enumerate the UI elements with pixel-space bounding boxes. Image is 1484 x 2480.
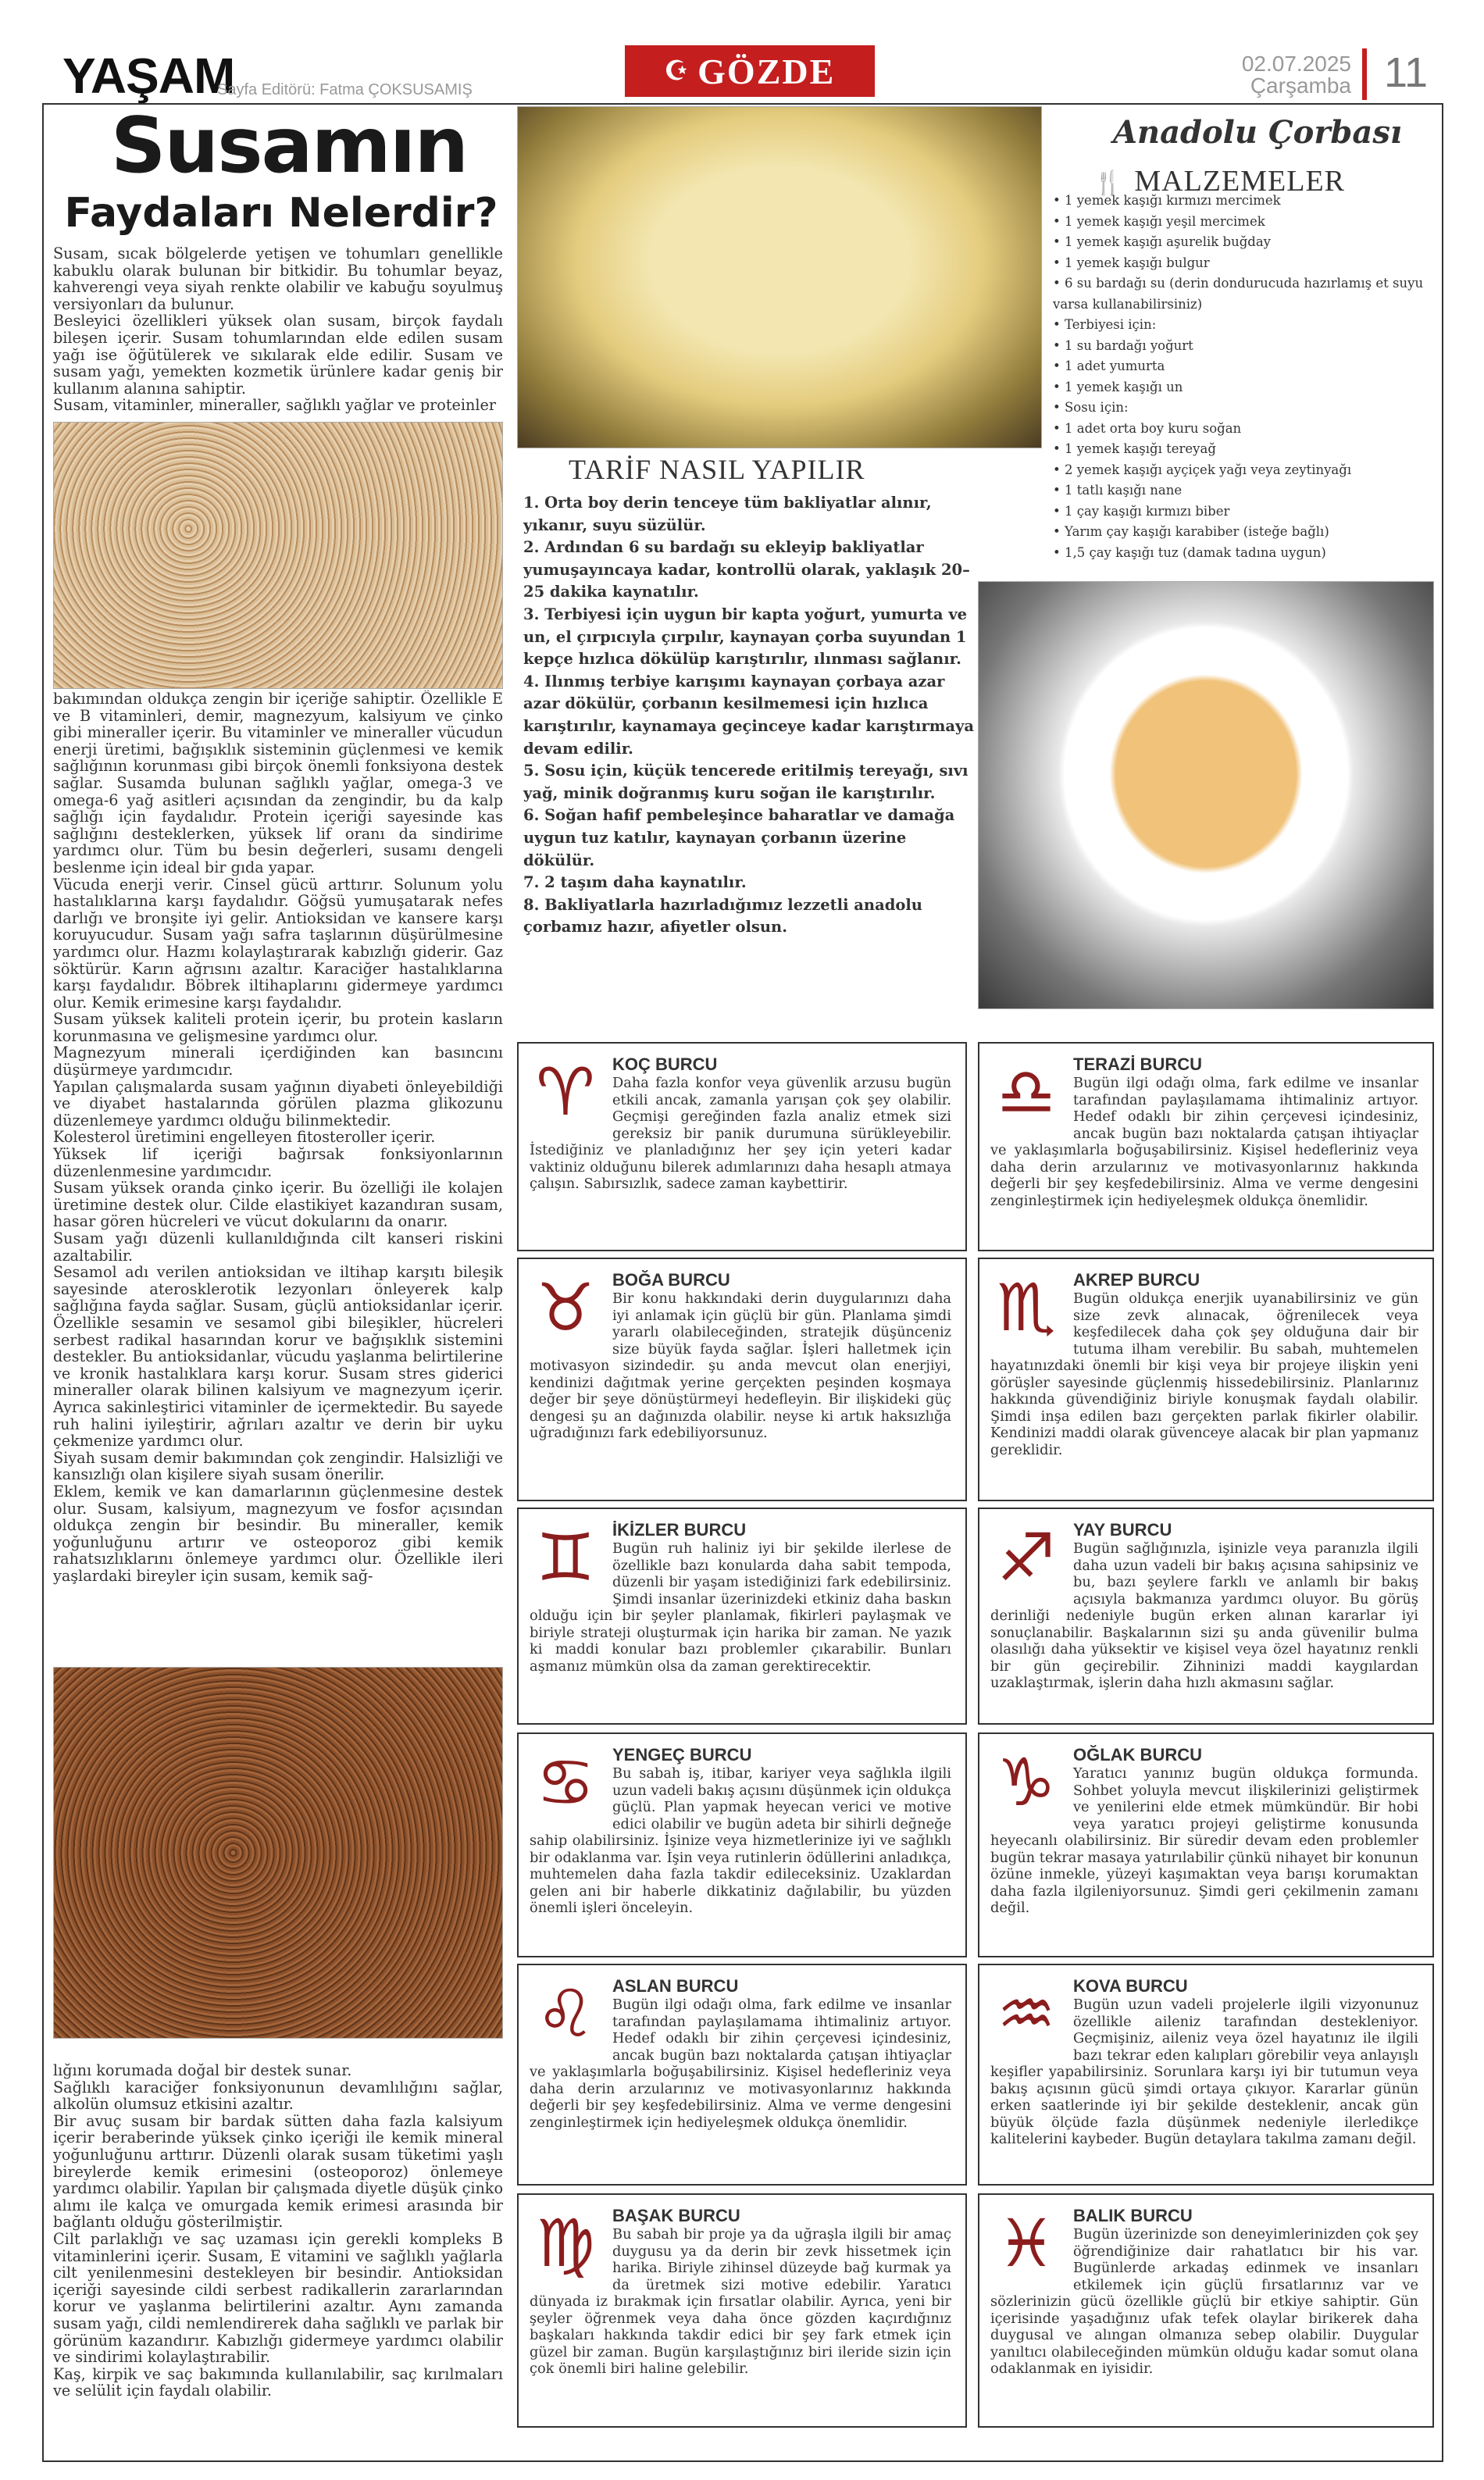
horoscope-sign-name: OĞLAK BURCU: [1073, 1745, 1202, 1765]
article-paragraph: Sesamol adı verilen antioksidan ve iltihap karşıtı bileşik sayesinde aterosklerotik lezyonları önleyerek kalp sağlığına fayda sağlar. Susam, güçlü antioksidanlar içerir. Özellikle sesamin ve sesamol gibi bileşikler, hücreleri serbest radikal hasarından korur ve bağışıklık sistemini destekler. Bu antioksidanlar, vücudu yaşlanma belirtilerine ve kronik hastalıklara karşı korur. Susam stres giderici mineraller olarak bilinen kalsiyum ve magnezyum içerir. Ayrıca sakinleştirici vitaminler de içermektedir. Bu sayede ruh halini iyileştirir, ağrıları azaltır ve derin bir uyku çekmenize yardımcı olur.: [53, 1263, 503, 1451]
horoscope-sign-name: İKİZLER BURCU: [612, 1520, 747, 1540]
ingredient-item: • 6 su bardağı su (derin dondurucuda hazırlamış et suyu varsa kullanabilirsiniz): [1053, 273, 1459, 315]
cancer-icon: ♋: [536, 1744, 595, 1821]
recipe-step: 8. Bakliyatlarla hazırladığımız lezzetli anadolu çorbamız hazır, afiyetler olsun.: [523, 895, 922, 937]
header-divider: [1362, 48, 1367, 100]
article-paragraph: Yüksek lif içeriği bağırsak fonksiyonlarının düzenlenmesine yardımcıdır.: [53, 1145, 503, 1180]
taurus-icon: ♉: [536, 1269, 595, 1346]
horoscope-text: Bugün oldukça enerjik uyanabilirsiniz ve gün size zevk alınacak, öğrenilecek veya keşfedilecek daha çok şey olduğuna dair bir tutuma ilham verebilir. Bu sabah, muhtemelen hayatınızdaki önemli bir kişi veya bir projeye ilişkin yeni görüşler sayesinde güçlenmiş hissedebilirsiniz. Planlarınız hakkında güvendiğiniz biriyle konuşmak faydalı olabilir. Şimdi inşa edilen bazı gerçekten parlak fikirler olabilir. Kendinizi maddi olarak güvenceye alacak bir plan yapmanız gereklidir.: [990, 1290, 1418, 1458]
ingredient-item: • Yarım çay kaşığı karabiber (isteğe bağlı): [1053, 522, 1459, 543]
recipe-step: 6. Soğan hafif pembeleşince baharatlar ve damağa uygun tuz katılır, kaynayan çorbanın üzerine dökülür.: [523, 806, 955, 869]
horoscope-sign-name: KOÇ BURCU: [612, 1054, 718, 1074]
horoscope-card: [978, 2193, 1434, 2428]
ingredient-item: • 1 yemek kaşığı kırmızı mercimek: [1053, 191, 1459, 212]
article-paragraph: bakımından oldukça zengin bir içeriğe sahiptir. Özellikle E ve B vitaminleri, demir, magnezyum, kalsiyum ve çinko gibi mineraller içerir. Bu vitaminler ve mineraller vücudun enerji üretimi, bağışıklık sisteminin güçlenmesi ve kemik sağlığının korunması gibi birçok önemli fonksiyona destek sağlar. Susamda bulunan sağlıklı yağlar, omega-3 ve omega-6 yağ asitleri açısından da zengindir, bu da kalp sağlığı için faydalıdır. Protein içeriği sayesinde kas sağlığını desteklerken, yüksek lif oranı da sindirime yardımcı olur. Tüm bu besin değerleri, susamı dengeli beslenme için ideal bir gıda yapar.: [53, 690, 503, 876]
sesame-seeds-photo: [53, 422, 503, 689]
horoscope-card: [978, 1732, 1434, 1957]
ingredient-item: • 1 adet yumurta: [1053, 356, 1459, 377]
section-title: YAŞAM: [62, 48, 235, 104]
horoscope-text: Bu sabah iş, itibar, kariyer veya sağlıkla ilgili uzun vadeli bakış açısını düşünmek için oldukça güçlü. Plan yapmak heyecan verici ve motive edici olabilir ve bugün adeta bir sihirli değneğe sahip olabilirsiniz. İşinize veya hizmetlerinize iyi ve sağlıklı bir odaklanma var. İşin veya rutinlerin ödüllerini anladıkça, muhtemelen daha fazla takdir edileceksiniz. Uzaklardan gelen ani bir haberle dikkatiniz dağılabilir, bu yüzden önemli işleri önceleyin.: [530, 1765, 951, 1916]
horoscope-text: Bir konu hakkındaki derin duygularınızı daha iyi anlamak için güçlü bir gün. Planlama şimdi yararlı olabileceğinden, stratejik düşünceniz size büyük fayda sağlar. İşleri halletmek için motivasyon sizindedir. şu anda mevcut olan enerjiyi, kendinizi dağıtmak yerine gerçekten peşinden koşmaya değer bir şeye dönüştürmeyi hedefleyin. Bir ilişkideki güç dengesi şu an dağınızda olabilir. neyse ki artık haksızlığa uğradığınızı fark edebiliyorsunuz.: [530, 1290, 951, 1441]
leo-icon: ♌: [536, 1975, 595, 2052]
issue-date: 02.07.2025 Çarşamba: [1241, 52, 1351, 98]
horoscope-text: Bugün ilgi odağı olma, fark edilme ve insanlar tarafından paylaşılamama ihtimaliniz artıyor. Hedef odaklı bir zihin çerçevesi içindesiniz, ancak bugün bazı noktalarda çatışan ihtiyaçlar ve yaklaşımlarla boğuşabilirsiniz. Kişisel hedefleriniz veya daha derin arzularınız ve motivasyonlarınız hakkında değerli bir şey keşfedebilirsiniz. Alma ve verme dengesini zenginleştirmek için hediyeleşmek oldukça önemlidir.: [530, 1996, 951, 2131]
horoscope-card: [517, 1732, 967, 1957]
horoscope-sign-name: BAŞAK BURCU: [612, 2206, 740, 2225]
ingredient-item: • 1 adet orta boy kuru soğan: [1053, 419, 1459, 440]
horoscope-sign-name: YENGEÇ BURCU: [612, 1745, 752, 1765]
ingredient-item: • 1,5 çay kaşığı tuz (damak tadına uygun): [1053, 543, 1459, 564]
horoscope-card: [517, 2193, 967, 2428]
soup-bowl-photo: [978, 581, 1434, 1009]
recipe-step: 1. Orta boy derin tenceye tüm bakliyatlar alınır, yıkanır, suyu süzülür.: [523, 494, 932, 534]
capricorn-icon: ♑: [997, 1744, 1056, 1821]
horoscope-text: Bugün sağlığınızla, işinizle veya paranızla ilgili daha uzun vadeli bir bakış açısına sahipsiniz ve bu, bazı şeylere farklı ve anlamlı bir bakış açısıyla bakmanıza yardımcı oluyor. Bu görüş derinliği nedeniyle bugün erken alınan kararlar iyi sonuçlanabilir. Başkalarının sizi şu anda güvenilir bulma olasılığı daha yüksektir ve kişisel veya özel hayatınız renkli bir gün geçirebilir. Zihninizi maddi kaygılardan uzaklaştırmak, işlerin daha hızlı akmasını sağlar.: [990, 1540, 1418, 1691]
article-paragraph: Magnezyum minerali içerdiğinden kan basıncını düşürmeye yardımcıdır.: [53, 1044, 503, 1079]
horoscope-sign-name: BALIK BURCU: [1073, 2206, 1193, 2225]
horoscope-sign-name: ASLAN BURCU: [612, 1976, 739, 1996]
ingredient-item: • 1 tatlı kaşığı nane: [1053, 480, 1459, 501]
recipe-step: 4. Ilınmış terbiye karışımı kaynayan çorbaya azar azar dökülür, çorbanın kesilmemesi için hızlıca karıştırılır, kaynamaya geçinceye kadar karıştırmaya devam edilir.: [523, 672, 974, 758]
brown-sesame-photo: [53, 1667, 503, 2039]
libra-icon: ♎: [997, 1054, 1056, 1130]
ingredients-title: 🍴 MALZEMELER: [1093, 165, 1345, 198]
article-paragraph: Susam yüksek kaliteli protein içerir, bu protein kasların korunmasına ve gelişmesine yardımcı olur.: [53, 1010, 503, 1045]
crescent-star-icon: ☪: [664, 57, 690, 86]
ingredient-item: • 1 yemek kaşığı bulgur: [1053, 253, 1459, 274]
ingredient-item: • 2 yemek kaşığı ayçiçek yağı veya zeytinyağı: [1053, 460, 1459, 481]
horoscope-text: Yaratıcı yanınız bugün oldukça formunda. Sohbet yoluyla mevcut ilişkilerinizi geliştirmek ve yenilerini elde etmek mümkündür. Bir hobi veya yaratıcı projeyi geliştirme konusunda heyecanlı olabilirsiniz. Bir süredir devam eden problemler bugün tekrar masaya yatırılabilir çünkü nihayet bir konunun özüne inmekle, yüzeyi kaşımaktan veya barışı korumaktan daha fazla ilgileniyorsunuz. Şimdi geri çekilmenin zamanı değil.: [990, 1765, 1418, 1916]
horoscope-card: [978, 1508, 1434, 1725]
article-paragraph: Sağlıklı karaciğer fonksiyonunun devamlılığını sağlar, alkolün olumsuz etkisini azaltır.: [53, 2078, 503, 2114]
horoscope-card: [978, 1042, 1434, 1251]
article-paragraph: Susam, sıcak bölgelerde yetişen ve tohumları genellikle kabuklu olarak bulunan bir bitkidir. Bu tohumlar beyaz, kahverengi veya siyah renkte olabilir ve kabuğu soyulmuş versiyonları da bulunur.: [53, 245, 503, 313]
recipe-step: 3. Terbiyesi için uygun bir kapta yoğurt, yumurta ve un, el çırpıcıyla çırpılır, kaynayan çorba suyundan 1 kepçe hızlıca dökülüp karıştırılır, ılınması sağlanır.: [523, 605, 968, 669]
horoscope-card: [517, 1964, 967, 2186]
article-text-middle: [53, 690, 503, 1662]
ingredient-item: • Terbiyesi için:: [1053, 315, 1459, 336]
aquarius-icon: ♒: [997, 1975, 1056, 2052]
newspaper-logo: ☪ GÖZDE: [625, 45, 875, 97]
horoscope-card: [517, 1258, 967, 1501]
horoscope-text: Bugün ilgi odağı olma, fark edilme ve insanlar tarafından paylaşılamama ihtimaliniz artıyor. Hedef odaklı bir zihin çerçevesi içindesiniz, ancak bugün bazı noktalarda çatışan ihtiyaçlar ve yaklaşımlarla boğuşabilirsiniz. Kişisel hedefleriniz veya daha derin arzularınız ve motivasyonlarınız hakkında değerli bir şey keşfedebilirsiniz. Alma ve verme dengesini zenginleştirmek için hediyeleşmek oldukça önemlidir.: [990, 1075, 1418, 1209]
pisces-icon: ♓: [997, 2205, 1056, 2282]
horoscope-sign-name: KOVA BURCU: [1073, 1976, 1188, 1996]
horoscope-sign-name: TERAZİ BURCU: [1073, 1054, 1202, 1074]
article-paragraph: Eklem, kemik ve kan damarlarının güçlenmesine destek olur. Susam, kalsiyum, magnezyum ve fosfor açısından oldukça zengin bir besindir. Bu mineraller, kemik yoğunluğunu artırır ve osteoporoz gibi kemik rahatsızlıklarını önlemeye yardımcı olur. Özellikle ileri yaşlardaki bireyler için susam, kemik sağ-: [53, 1482, 503, 1585]
scorpio-icon: ♏: [997, 1269, 1056, 1346]
fork-knife-icon: 🍴: [1093, 170, 1124, 196]
how-to-title: TARİF NASIL YAPILIR: [569, 454, 865, 485]
horoscope-sign-name: BOĞA BURCU: [612, 1270, 730, 1290]
ingredient-item: • 1 yemek kaşığı tereyağ: [1053, 439, 1459, 460]
horoscope-text: Daha fazla konfor veya güvenlik arzusu bugün etkili ancak, zamanla yarışan çok şey olabilir. Geçmişi gereğinden fazla analiz etmek sizi gereksiz bir panik durumuna sürükleyebilir. İstediğiniz ve planladığınız her şey için yeteri kadar vaktiniz olduğunu bilerek adımlarınızı daha hesaplı atmaya çalışın. Sabırsızlık, sadece zaman kaybettirir.: [530, 1075, 951, 1192]
recipe-title: Anadolu Çorbası: [1112, 114, 1403, 151]
article-paragraph: Cilt parlaklığı ve saç uzaması için gerekli kompleks B vitaminlerini içerir. Susam, E vitamini ve sağlıklı yağlarla cilt yenilenmesini destekleyen bir besindir. Antioksidan içeriği sayesinde cildi serbest radikallerin zararlarından korur ve yaşlanma belirtilerini azaltır. Aynı zamanda susam yağı, cildi nemlendirerek daha sağlıklı ve parlak bir görünüm kazandırır. Kabızlığı gidermeye yardımcı olabilir ve sindirimi kolaylaştırabilir.: [53, 2229, 503, 2367]
sagittarius-icon: ♐: [997, 1519, 1056, 1596]
ingredient-item: • Sosu için:: [1053, 398, 1459, 419]
horoscope-sign-name: AKREP BURCU: [1073, 1270, 1200, 1290]
virgo-icon: ♍: [536, 2205, 595, 2282]
article-paragraph: Yapılan çalışmalarda susam yağının diyabeti önleyebildiği ve diyabet hastalarında görülen plazma glikozunu düzenlemeye yardımcı olduğu bilinmektedir.: [53, 1077, 503, 1129]
horoscope-card: [978, 1964, 1434, 2186]
horoscope-text: Bugün üzerinizde son deneyimlerinizden çok şey öğrendiğinize dair rahatlatıcı bir his var. Bugünlerde arkadaş edinmek ve insanları etkilemek için güçlü fırsatlarınız var ve sözlerinizin gücü özellikle güçlü bir etkiye sahiptir. Gün içerisinde yaşadığınız ufak tefek olaylar birikerek daha duygusal ve alıngan olmanıza sebep olabilir. Duygular yanıltıcı olabileceğinden mümkün olduğu kadar somut olana odaklanmak en iyisidir.: [990, 2226, 1418, 2377]
aries-icon: ♈: [536, 1054, 595, 1130]
article-paragraph: Vücuda enerji verir. Cinsel gücü arttırır. Solunum yolu hastalıklarına karşı faydalıdır. Göğsü yumuşatarak nefes darlığı ve bronşite iyi gelir. Antioksidan ve kansere karşı koruyucudur. Susam yağı safra taşlarının düşürülmesine yardımcı olur. Hazmı kolaylaştırarak kabızlığı giderir. Gaz söktürür. Karın ağrısını azaltır. Karaciğer hastalıklarına karşı faydalıdır. Böbrek iltihaplarını gidermeye yardımcı olur. Kemik erimesine karşı faydalıdır.: [53, 875, 503, 1012]
article-paragraph: Susam yağı düzenli kullanıldığında cilt kanseri riskini azaltabilir.: [53, 1229, 503, 1265]
horoscope-card: [978, 1258, 1434, 1501]
article-paragraph: Susam yüksek oranda çinko içerir. Bu özelliği ile kolajen üretimine destek olur. Cilde elastikiyet kazandıran susam, hasar gören hücreleri ve vücut dokularını da onarır.: [53, 1179, 503, 1231]
article-paragraph: Bir avuç susam bir bardak sütten daha fazla kalsiyum içerir beraberinde yüksek çinko içeriği ile kemik mineral yoğunluğunu arttırır. Düzenli olarak susam tüketimi yaşlı bireylerde kemik erimesini (osteoporoz) önlemeye yardımcı olabilir. Yapılan bir çalışmada diyetle düşük çinko alımı ile kalça ve omurgada kemik erimesi arasında bir bağlantı olduğu gösterilmiştir.: [53, 2111, 503, 2232]
horoscope-card: [517, 1508, 967, 1725]
recipe-step: 2. Ardından 6 su bardağı su ekleyip bakliyatlar yumuşayıncaya kadar, kontrollü olarak, yaklaşık 20–25 dakika kaynatılır.: [523, 538, 970, 601]
ingredient-item: • 1 yemek kaşığı aşurelik buğday: [1053, 232, 1459, 253]
article-subtitle: Faydaları Nelerdir?: [64, 190, 498, 237]
ingredient-item: • 1 yemek kaşığı yeşil mercimek: [1053, 212, 1459, 233]
horoscope-card: [517, 1042, 967, 1251]
recipe-step: 5. Sosu için, küçük tencerede eritilmiş tereyağı, sıvı yağ, minik doğranmış kuru soğan ile karıştırılır.: [523, 762, 969, 802]
page-number: 11: [1384, 49, 1429, 96]
article-paragraph: Kaş, kirpik ve saç bakımında kullanılabilir, saç kırılmaları ve selülit için faydalı olabilir.: [53, 2364, 503, 2400]
ingredient-item: • 1 su bardağı yoğurt: [1053, 336, 1459, 357]
article-paragraph: Siyah susam demir bakımından çok zengindir. Halsizliği ve kansızlığı olan kişilere siyah susam önerilir.: [53, 1448, 503, 1484]
gemini-icon: ♊: [536, 1519, 595, 1596]
soup-photo-top: [517, 106, 1042, 448]
article-paragraph: Susam, vitaminler, mineraller, sağlıklı yağlar ve proteinler: [53, 396, 497, 415]
horoscope-sign-name: YAY BURCU: [1073, 1520, 1172, 1540]
ingredient-item: • 1 yemek kaşığı un: [1053, 377, 1459, 398]
article-text-top: [53, 245, 503, 416]
horoscope-text: Bu sabah bir proje ya da uğraşla ilgili bir amaç duygusu ya da derin bir zevk hissetmek için harika. Biriyle zihinsel düzeyde bağ kurmak ya da üretmek sizi motive edebilir. Yaratıcı dünyada iz bırakmak için fırsatlar olabilir. Ayrıca, yeni bir şeyler öğrenmek veya daha önce gözden kaçırdığınız başkaları hakkında takdir edici bir şey fark etmek için güzel bir zaman. Bugün karşılaştığınız biri ileride sizin için çok önemli biri haline gelebilir.: [530, 2226, 951, 2377]
article-paragraph: Kolesterol üretimini engelleyen fitosteroller içerir.: [53, 1128, 436, 1147]
horoscope-text: Bugün ruh haliniz iyi bir şekilde ilerlese de özellikle bazı konularda daha sabit tempoda, düzenli bir yaşam istediğinizi fark edebilirsiniz. Şimdi insanlar üzerinizdeki etkiniz daha baskın olduğu için bir şeyler planlamak, fikirleri paylaşmak ve biriyle strateji oluşturmak için harika bir zaman. Ne yazık ki maddi konular bazı problemler çıkarabilir. Bunları aşmanız mümkün olsa da zaman gerektirecektir.: [530, 1540, 951, 1675]
page-editor: Sayfa Editörü: Fatma ÇOKSUSAMIŞ: [217, 81, 473, 98]
article-text-bottom: [53, 2062, 503, 2459]
ingredients-list: [1053, 191, 1459, 563]
recipe-step: 7. 2 taşım daha kaynatılır.: [523, 873, 747, 892]
article-paragraph: Besleyici özellikleri yüksek olan susam, birçok faydalı bileşen içerir. Susam tohumlarından elde edilen susam yağı ise öğütülerek ve sıkılarak elde edilir. Susam ve susam yağı, yemekten kozmetik ürünlere kadar geniş bir kullanım alanına sahiptir.: [53, 312, 503, 398]
article-title: Susamın: [110, 102, 468, 191]
article-paragraph: lığını korumada doğal bir destek sunar.: [53, 2062, 352, 2079]
recipe-steps: [523, 492, 976, 939]
horoscope-text: Bugün uzun vadeli projelerle ilgili vizyonunuz özellikle aileniz tarafından destekleniyor. Geçmişiniz, aileniz veya özel hayatınız ile ilgili bazı tekrar eden kalıpları görebilir veya anlayışlı keşifler yapabilirsiniz. Sorunlara karşı iyi bir tutumun veya bakış açısının gücü şimdi ortaya çıkıyor. Kararlar günün erken saatlerinde iyi bir şekilde desteklenir, ancak gün büyük ölçüde fazla düşünmek nedeniyle ilerledikçe kalitelerini kaybeder. Bugün detaylara takılma zamanı değil.: [990, 1996, 1418, 2147]
ingredient-item: • 1 çay kaşığı kırmızı biber: [1053, 501, 1459, 523]
